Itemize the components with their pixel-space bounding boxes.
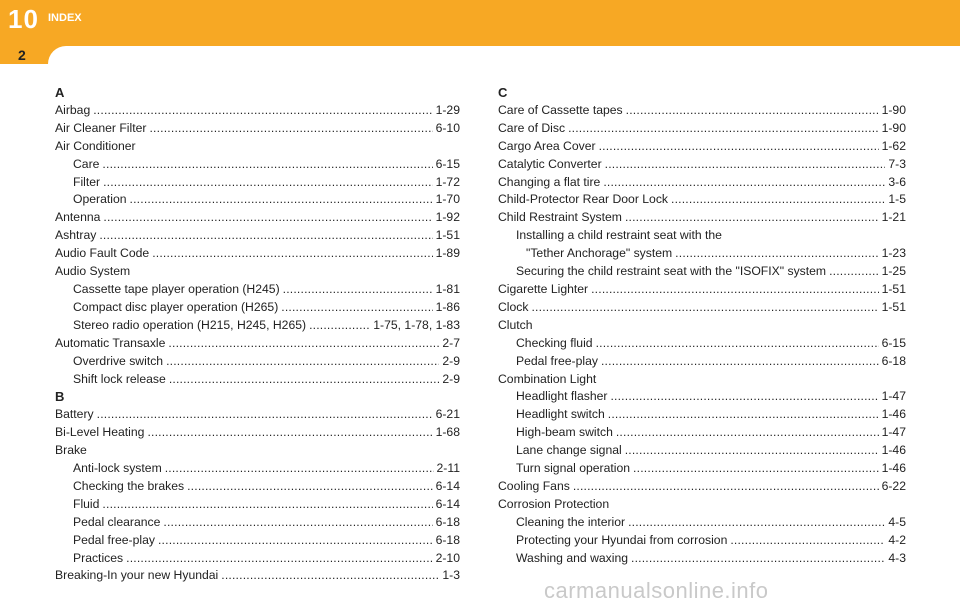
index-entry-topic: Audio Fault Code (55, 246, 150, 261)
index-entry-topic: Operation (73, 192, 127, 207)
index-entry-topic: Protecting your Hyundai from corrosion (516, 532, 728, 547)
index-entry-page: 1-92 (435, 210, 460, 225)
index-entry (55, 245, 460, 263)
index-entry-page: 4-5 (888, 514, 906, 529)
dot-leader (221, 567, 439, 585)
index-entry-topic: Turn signal operation (516, 461, 631, 476)
index-entry-topic: Anti-lock system (73, 461, 162, 476)
chapter-header-bar (0, 0, 960, 64)
index-group-heading: Brake (55, 443, 87, 458)
dot-leader (165, 460, 434, 478)
dot-leader (829, 263, 879, 281)
dot-leader (675, 245, 878, 263)
index-entry (55, 120, 460, 138)
index-entry-topic: "Tether Anchorage" system (526, 246, 673, 261)
index-entry (498, 209, 906, 227)
index-entry-page: 2-11 (436, 461, 460, 476)
index-entry-page: 7-3 (888, 156, 906, 171)
index-entry-topic: Air Cleaner Filter (55, 120, 147, 135)
index-entry-page: 4-2 (888, 532, 906, 547)
index-entry-topic: Checking fluid (516, 335, 593, 350)
index-entry-page: 6-14 (435, 478, 460, 493)
index-entry-page: 6-21 (435, 407, 460, 422)
index-entry-page: 1-70 (435, 192, 460, 207)
dot-leader (309, 317, 370, 335)
index-entry (55, 371, 460, 389)
dot-leader (163, 514, 432, 532)
index-entry (55, 281, 460, 299)
index-entry (55, 299, 460, 317)
dot-leader (633, 460, 879, 478)
index-entry (498, 335, 906, 353)
index-entry (55, 102, 460, 120)
section-title: INDEX (48, 12, 82, 24)
index-entry-page: 1-46 (881, 461, 906, 476)
index-group-heading: Air Conditioner (55, 138, 136, 153)
index-entry (55, 353, 460, 371)
dot-leader (625, 442, 879, 460)
dot-leader (102, 496, 432, 514)
dot-leader (103, 209, 432, 227)
index-entry (55, 335, 460, 353)
dot-leader (169, 371, 440, 389)
dot-leader (605, 156, 886, 174)
dot-leader (631, 550, 885, 568)
dot-leader (281, 299, 432, 317)
dot-leader (187, 478, 432, 496)
index-entry-page: 6-14 (435, 496, 460, 511)
index-entry (498, 353, 906, 371)
index-entry-topic: Child Restraint System (498, 210, 622, 225)
index-entry (498, 460, 906, 478)
index-entry (55, 424, 460, 442)
dot-leader (608, 406, 879, 424)
index-entry-topic: Antenna (55, 210, 101, 225)
dot-leader (628, 514, 885, 532)
index-column-right (498, 84, 906, 567)
index-entry-page: 6-15 (881, 335, 906, 350)
dot-leader (573, 478, 879, 496)
header-corner-cutout (48, 46, 960, 64)
index-entry (498, 245, 906, 263)
dot-leader (603, 174, 885, 192)
index-entry-topic: Checking the brakes (73, 478, 185, 493)
index-entry (498, 478, 906, 496)
index-letter-heading: C (498, 85, 508, 100)
index-entry-page: 1-51 (881, 281, 906, 296)
index-entry-page: 1-3 (442, 568, 460, 583)
index-entry-topic: Bi-Level Heating (55, 425, 145, 440)
index-entry-topic: Shift lock release (73, 371, 166, 386)
dot-leader (283, 281, 433, 299)
index-entry-topic: Practices (73, 550, 124, 565)
index-entry-topic: Catalytic Converter (498, 156, 602, 171)
index-entry (55, 209, 460, 227)
dot-leader (601, 353, 879, 371)
index-entry-page: 6-22 (881, 478, 906, 493)
index-entry-page: 6-18 (435, 532, 460, 547)
index-entry (55, 567, 460, 585)
dot-leader (93, 102, 432, 120)
index-entry-page: 2-7 (442, 335, 460, 350)
index-entry-page: 1-23 (881, 246, 906, 261)
index-entry (498, 138, 906, 156)
index-entry (55, 317, 460, 335)
index-entry (55, 174, 460, 192)
dot-leader (596, 335, 879, 353)
dot-leader (97, 406, 433, 424)
index-entry-topic: Care of Cassette tapes (498, 102, 623, 117)
dot-leader (99, 227, 432, 245)
index-entry-page: 1-68 (435, 425, 460, 440)
index-entry-topic: Securing the child restraint seat with the "ISOFIX" system (516, 264, 827, 279)
index-entry-page: 1-21 (881, 210, 906, 225)
index-entry-topic: Care (73, 156, 100, 171)
index-entry-topic: Stereo radio operation (H215, H245, H265) (73, 317, 307, 332)
index-entry-topic: Breaking-In your new Hyundai (55, 568, 219, 583)
index-entry-topic: Battery (55, 407, 94, 422)
index-entry-page: 1-47 (881, 389, 906, 404)
index-entry (498, 156, 906, 174)
chapter-number: 10 (8, 4, 39, 34)
index-group-heading: Combination Light (498, 371, 597, 386)
index-entry-topic: Pedal free-play (516, 353, 598, 368)
index-entry-topic: Washing and waxing (516, 550, 629, 565)
dot-leader (152, 245, 432, 263)
index-entry-page: 1-5 (888, 192, 906, 207)
index-entry (498, 550, 906, 568)
index-entry (498, 442, 906, 460)
dot-leader (625, 209, 879, 227)
dot-leader (168, 335, 439, 353)
index-entry (55, 460, 460, 478)
index-entry (55, 514, 460, 532)
page-number: 2 (18, 47, 26, 63)
index-entry-topic: Airbag (55, 102, 91, 117)
index-entry (55, 227, 460, 245)
dot-leader (158, 532, 433, 550)
dot-leader (531, 299, 878, 317)
index-entry (498, 191, 906, 209)
index-entry (55, 532, 460, 550)
index-group-heading: Audio System (55, 264, 131, 279)
dot-leader (147, 424, 432, 442)
index-group-heading: Installing a child restraint seat with the (516, 228, 722, 243)
dot-leader (568, 120, 879, 138)
dot-leader (126, 550, 432, 568)
index-entry-page: 1-90 (881, 102, 906, 117)
index-entry-topic: Cargo Area Cover (498, 138, 596, 153)
index-letter-heading: B (55, 389, 65, 405)
index-entry (498, 514, 906, 532)
index-entry (55, 478, 460, 496)
dot-leader (730, 532, 885, 550)
dot-leader (102, 156, 432, 174)
dot-leader (671, 191, 885, 209)
index-entry (55, 156, 460, 174)
index-entry (498, 406, 906, 424)
index-entry-page: 1-51 (881, 299, 906, 314)
index-entry-page: 1-29 (435, 102, 460, 117)
index-group-heading: Clutch (498, 317, 533, 332)
index-entry (498, 174, 906, 192)
index-entry-page: 6-15 (435, 156, 460, 171)
index-entry-topic: Child-Protector Rear Door Lock (498, 192, 669, 207)
dot-leader (130, 191, 433, 209)
index-entry-topic: Automatic Transaxle (55, 335, 166, 350)
index-entry-topic: Compact disc player operation (H265) (73, 299, 279, 314)
index-entry-page: 1-81 (435, 281, 460, 296)
index-entry-topic: Filter (73, 174, 101, 189)
index-letter-heading: A (55, 85, 65, 100)
index-entry-topic: Pedal free-play (73, 532, 155, 547)
index-entry (498, 388, 906, 406)
index-entry-page: 1-86 (435, 299, 460, 314)
watermark-text: carmanualsonline.info (544, 578, 769, 603)
index-entry-page: 2-10 (435, 550, 460, 565)
index-entry-page: 1-47 (881, 425, 906, 440)
index-entry-page: 6-18 (881, 353, 906, 368)
index-entry-topic: Clock (498, 299, 529, 314)
index-entry-page: 1-90 (881, 120, 906, 135)
dot-leader (166, 353, 439, 371)
dot-leader (149, 120, 432, 138)
index-entry-page: 1-89 (435, 246, 460, 261)
index-entry-page: 1-75, 1-78, 1-83 (373, 317, 460, 332)
index-entry-topic: Ashtray (55, 228, 97, 243)
index-entry (498, 424, 906, 442)
index-entry-topic: Lane change signal (516, 443, 622, 458)
index-entry (498, 102, 906, 120)
index-entry (498, 263, 906, 281)
index-entry-topic: Pedal clearance (73, 514, 161, 529)
index-entry-page: 1-62 (881, 138, 906, 153)
index-entry (55, 406, 460, 424)
index-entry-topic: Care of Disc (498, 120, 566, 135)
index-entry-page: 6-10 (435, 120, 460, 135)
index-entry-page: 4-3 (888, 550, 906, 565)
index-entry (498, 299, 906, 317)
index-entry-page: 1-51 (435, 228, 460, 243)
dot-leader (599, 138, 879, 156)
index-entry-topic: Headlight switch (516, 407, 605, 422)
index-entry-topic: Overdrive switch (73, 353, 164, 368)
dot-leader (626, 102, 879, 120)
dot-leader (616, 424, 879, 442)
index-entry (55, 550, 460, 568)
index-entry-page: 2-9 (442, 353, 460, 368)
index-entry (498, 532, 906, 550)
dot-leader (103, 174, 433, 192)
index-entry-topic: Changing a flat tire (498, 174, 601, 189)
index-group-heading: Corrosion Protection (498, 496, 610, 511)
index-entry-topic: Cooling Fans (498, 478, 570, 493)
index-entry (498, 281, 906, 299)
index-entry-topic: High-beam switch (516, 425, 613, 440)
index-entry-page: 3-6 (888, 174, 906, 189)
index-entry (498, 120, 906, 138)
index-entry-topic: Cassette tape player operation (H245) (73, 281, 280, 296)
index-entry-page: 1-25 (881, 264, 906, 279)
index-entry (55, 191, 460, 209)
index-entry-topic: Headlight flasher (516, 389, 608, 404)
index-entry-page: 6-18 (435, 514, 460, 529)
index-entry-page: 2-9 (442, 371, 460, 386)
index-column-left (55, 84, 460, 585)
index-entry-topic: Cigarette Lighter (498, 281, 589, 296)
index-entry-topic: Fluid (73, 496, 100, 511)
index-entry-page: 1-46 (881, 443, 906, 458)
dot-leader (591, 281, 878, 299)
index-entry (55, 496, 460, 514)
index-entry-page: 1-46 (881, 407, 906, 422)
dot-leader (610, 388, 878, 406)
index-entry-page: 1-72 (435, 174, 460, 189)
index-entry-topic: Cleaning the interior (516, 514, 626, 529)
